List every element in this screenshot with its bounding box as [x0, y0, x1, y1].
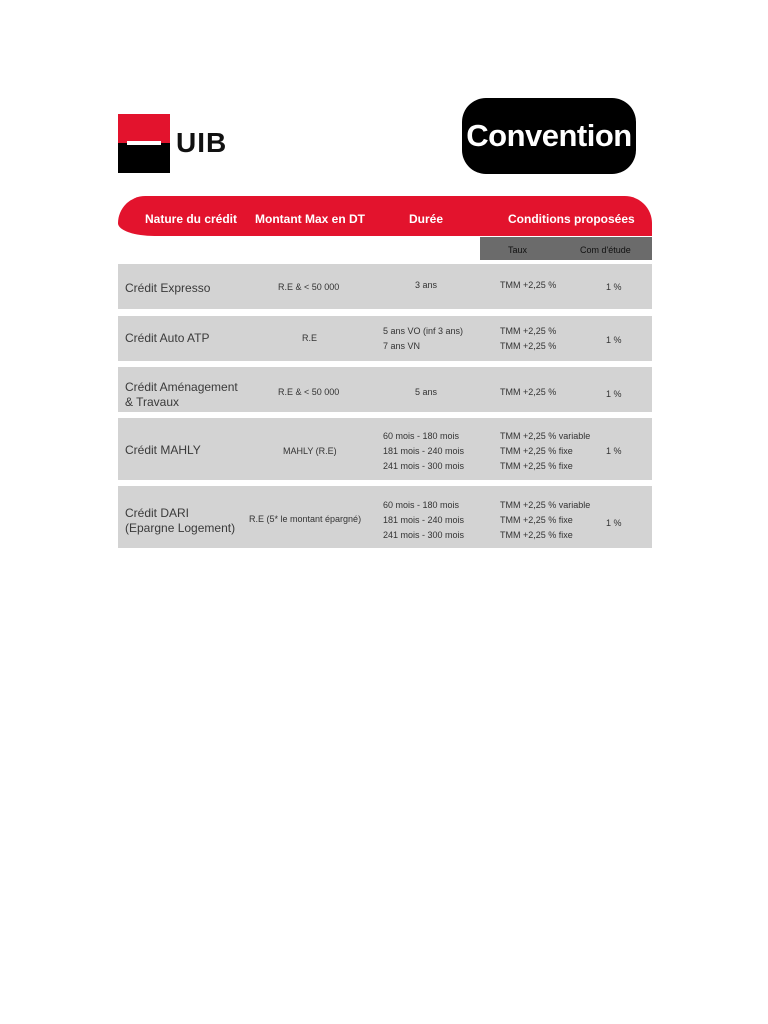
- row-nature: Crédit Expresso: [125, 281, 211, 295]
- row-nature: Crédit Auto ATP: [125, 331, 210, 345]
- table-header: [118, 196, 652, 236]
- row-taux: TMM +2,25 %: [500, 280, 557, 290]
- uib-logo: [118, 113, 227, 173]
- header-nature: Nature du crédit: [145, 212, 238, 226]
- row-com: 1 %: [606, 518, 622, 528]
- subheader-com: Com d'étude: [580, 245, 631, 255]
- header-duree: Durée: [409, 212, 444, 226]
- table-row: [118, 264, 652, 309]
- row-montant: R.E & < 50 000: [278, 282, 340, 292]
- row-taux: TMM +2,25 %: [500, 387, 557, 397]
- row-nature: Crédit MAHLY: [125, 443, 201, 457]
- header-conditions: Conditions proposées: [508, 212, 635, 226]
- table-row: [118, 367, 652, 412]
- uib-logo-mark: [118, 114, 170, 173]
- convention-badge: Convention: [462, 98, 636, 174]
- row-nature: Crédit Aménagement & Travaux: [125, 380, 238, 409]
- uib-logo-text: UIB: [176, 127, 228, 158]
- row-taux: TMM +2,25 % TMM +2,25 %: [500, 326, 557, 351]
- table-row: [118, 486, 652, 548]
- row-duree: 5 ans VO (inf 3 ans) 7 ans VN: [383, 326, 464, 351]
- row-duree: 60 mois - 180 mois 181 mois - 240 mois 241 mois - 300 mois: [383, 431, 465, 471]
- row-montant: R.E: [302, 333, 318, 343]
- row-nature: Crédit DARI (Epargne Logement): [125, 506, 236, 535]
- row-com: 1 %: [606, 282, 622, 292]
- row-com: 1 %: [606, 446, 622, 456]
- row-taux: TMM +2,25 % variable TMM +2,25 % fixe TMM +2,25 % fixe: [500, 500, 591, 540]
- table-row: [118, 418, 652, 480]
- subheader-taux: Taux: [508, 245, 528, 255]
- row-taux: TMM +2,25 % variable TMM +2,25 % fixe TMM +2,25 % fixe: [500, 431, 591, 471]
- header-montant: Montant Max en DT: [255, 212, 365, 226]
- row-montant: MAHLY (R.E): [283, 446, 337, 456]
- row-com: 1 %: [606, 335, 622, 345]
- row-montant: R.E (5* le montant épargné): [249, 514, 362, 524]
- row-montant: R.E & < 50 000: [278, 387, 340, 397]
- row-com: 1 %: [606, 389, 622, 399]
- table-row: [118, 316, 652, 361]
- row-duree: 60 mois - 180 mois 181 mois - 240 mois 241 mois - 300 mois: [383, 500, 465, 540]
- conditions-subheader: [480, 237, 652, 260]
- row-duree: 5 ans: [415, 387, 438, 397]
- row-duree: 3 ans: [415, 280, 438, 290]
